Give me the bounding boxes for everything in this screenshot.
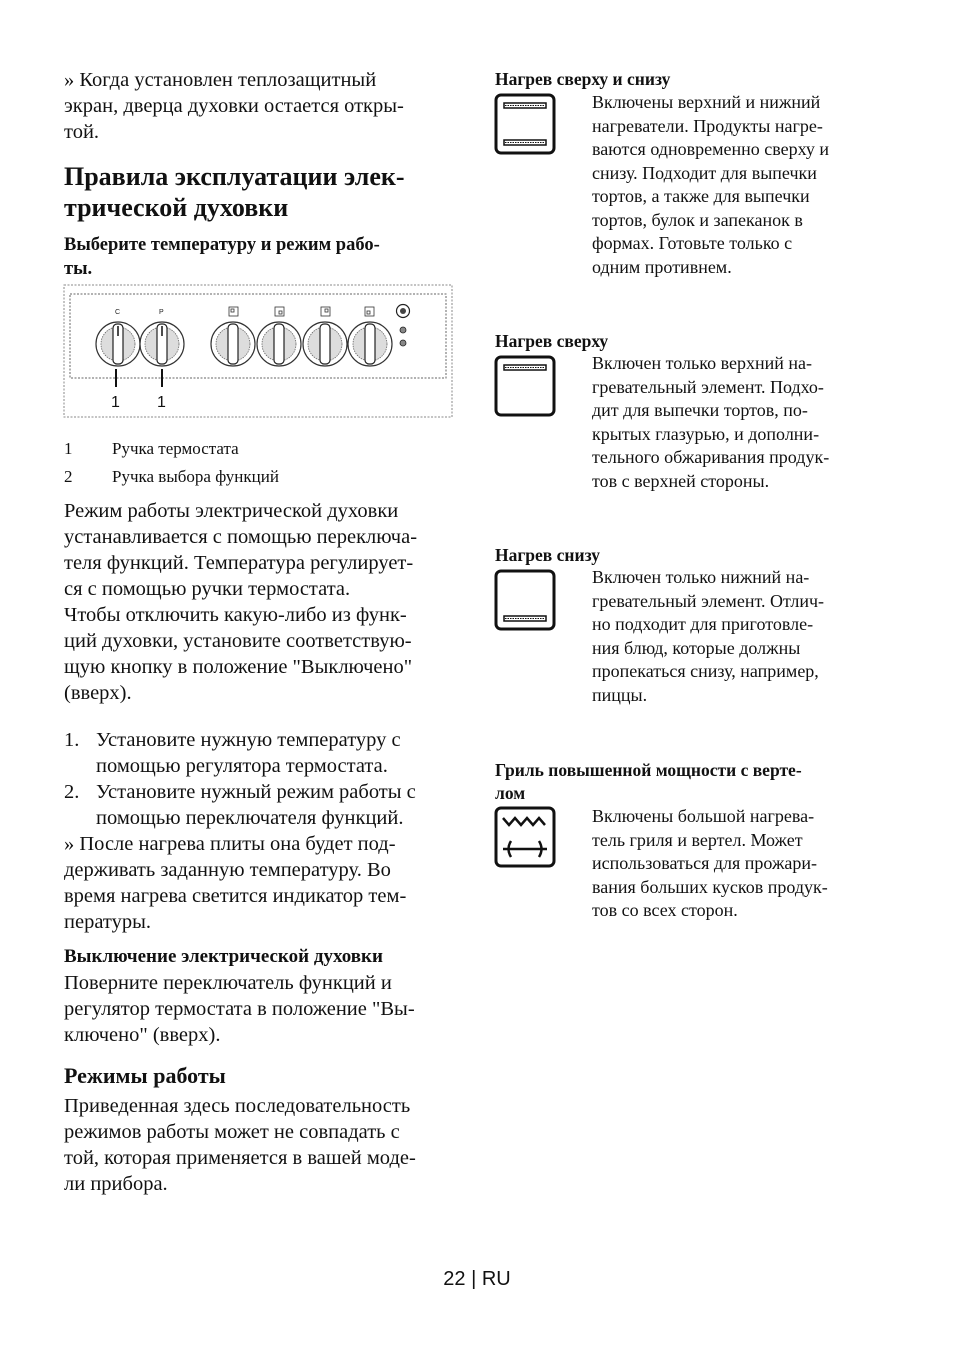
indicator-light: [400, 327, 406, 333]
mode-heading: Гриль повышенной мощности с верте- лом: [495, 760, 802, 803]
page-footer: [0, 1268, 954, 1291]
control-panel-diagram: [63, 284, 453, 418]
list-item: 2. Установите нужный режим работы с помощью переключателя функций.: [64, 781, 416, 829]
bottom-heat-icon: [494, 569, 556, 631]
after-steps-note: » После нагрева плиты она будет под- держивать заданную температуру. Во время нагрева светится индикатор тем- пературы.: [64, 833, 407, 933]
mode-description: Включены большой нагрева- тель гриля и вертел. Может использоваться для прожари- вания больших кусков продук- тов со всех сторон.: [592, 806, 828, 920]
language-code: RU: [481, 1268, 511, 1290]
ignition-button: [397, 305, 410, 318]
top-heat-icon: [494, 355, 556, 417]
knob-hotplate: [303, 322, 347, 366]
page-number: 22: [443, 1268, 466, 1290]
top-bottom-heat-icon: [494, 93, 556, 155]
hotplate-symbol: [229, 307, 374, 316]
list-item: 1. Установите нужную температуру с помощью регулятора термостата.: [64, 729, 401, 777]
intro-note: » Когда установлен теплозащитный экран, дверца духовки остается откры- той.: [64, 69, 404, 143]
footer-separator: |: [471, 1268, 477, 1290]
mode-description: Включен только нижний на- гревательный элемент. Отлич- но подходит для приготовле- ния блюд, которые должны пропекаться снизу, например, пиццы.: [592, 567, 825, 705]
mode-heading: Нагрев сверху и снизу: [495, 69, 671, 89]
legend-item: 2 Ручка выбора функций: [64, 467, 279, 486]
indicator-light: [400, 340, 406, 346]
subsection-title: Выберите температуру и режим рабо- ты.: [64, 235, 380, 279]
knob-function: [140, 322, 184, 366]
control-panel-figure: [63, 284, 453, 418]
legend-item: 1 Ручка термостата: [64, 439, 239, 458]
steps-list: [64, 727, 464, 935]
paragraph-mode-description: Режим работы электрической духовки устанавливается с помощью переключа- теля функций. Температура регулирует- ся с помощью ручки термостата. Чтобы отключить какую-либо из функ- ций духовки, установите соответствую- щую кнопку в положение "Выключено" (вверх).: [64, 500, 418, 704]
knob-hotplate: [257, 322, 301, 366]
grill-rotisserie-icon: [494, 806, 556, 868]
knob-label-p: P: [159, 309, 164, 316]
knob-label-c: C: [115, 309, 121, 316]
figure-legend: [64, 438, 464, 488]
callout-number: 1: [111, 394, 120, 411]
mode-description: Включены верхний и нижний нагреватели. Продукты нагре- ваются одновременно сверху и снизу. Подходит для выпечки тортов, а также для выпечки тортов, булок и запеканок в формах. Готовьте только с одним противнем.: [592, 92, 830, 277]
modes-section: Режимы работы Приведенная здесь последовательность режимов работы может не совпадать с той, которая применяется в вашей моде- ли прибора.: [64, 1063, 464, 1197]
knob-hotplate: [348, 322, 392, 366]
callout-number: 1: [157, 394, 166, 411]
section-title: Правила эксплуатации элек- трической духовки: [64, 162, 405, 222]
switch-off-heading: Выключение электрической духовки: [64, 946, 383, 967]
mode-description: Включен только верхний на- гревательный элемент. Подхо- дит для выпечки тортов, по- крытых глазурью, и дополни- тельного обжаривания продук- тов с верхней стороны.: [592, 353, 830, 491]
mode-heading: Нагрев снизу: [495, 545, 600, 565]
switch-off-section: Выключение электрической духовки Поверните переключатель функций и регулятор термостата в положение "Вы- ключено" (вверх).: [64, 944, 464, 1048]
knob-thermostat: [96, 322, 140, 366]
mode-heading: Нагрев сверху: [495, 331, 609, 351]
modes-heading: Режимы работы: [64, 1063, 226, 1088]
knob-hotplate: [211, 322, 255, 366]
